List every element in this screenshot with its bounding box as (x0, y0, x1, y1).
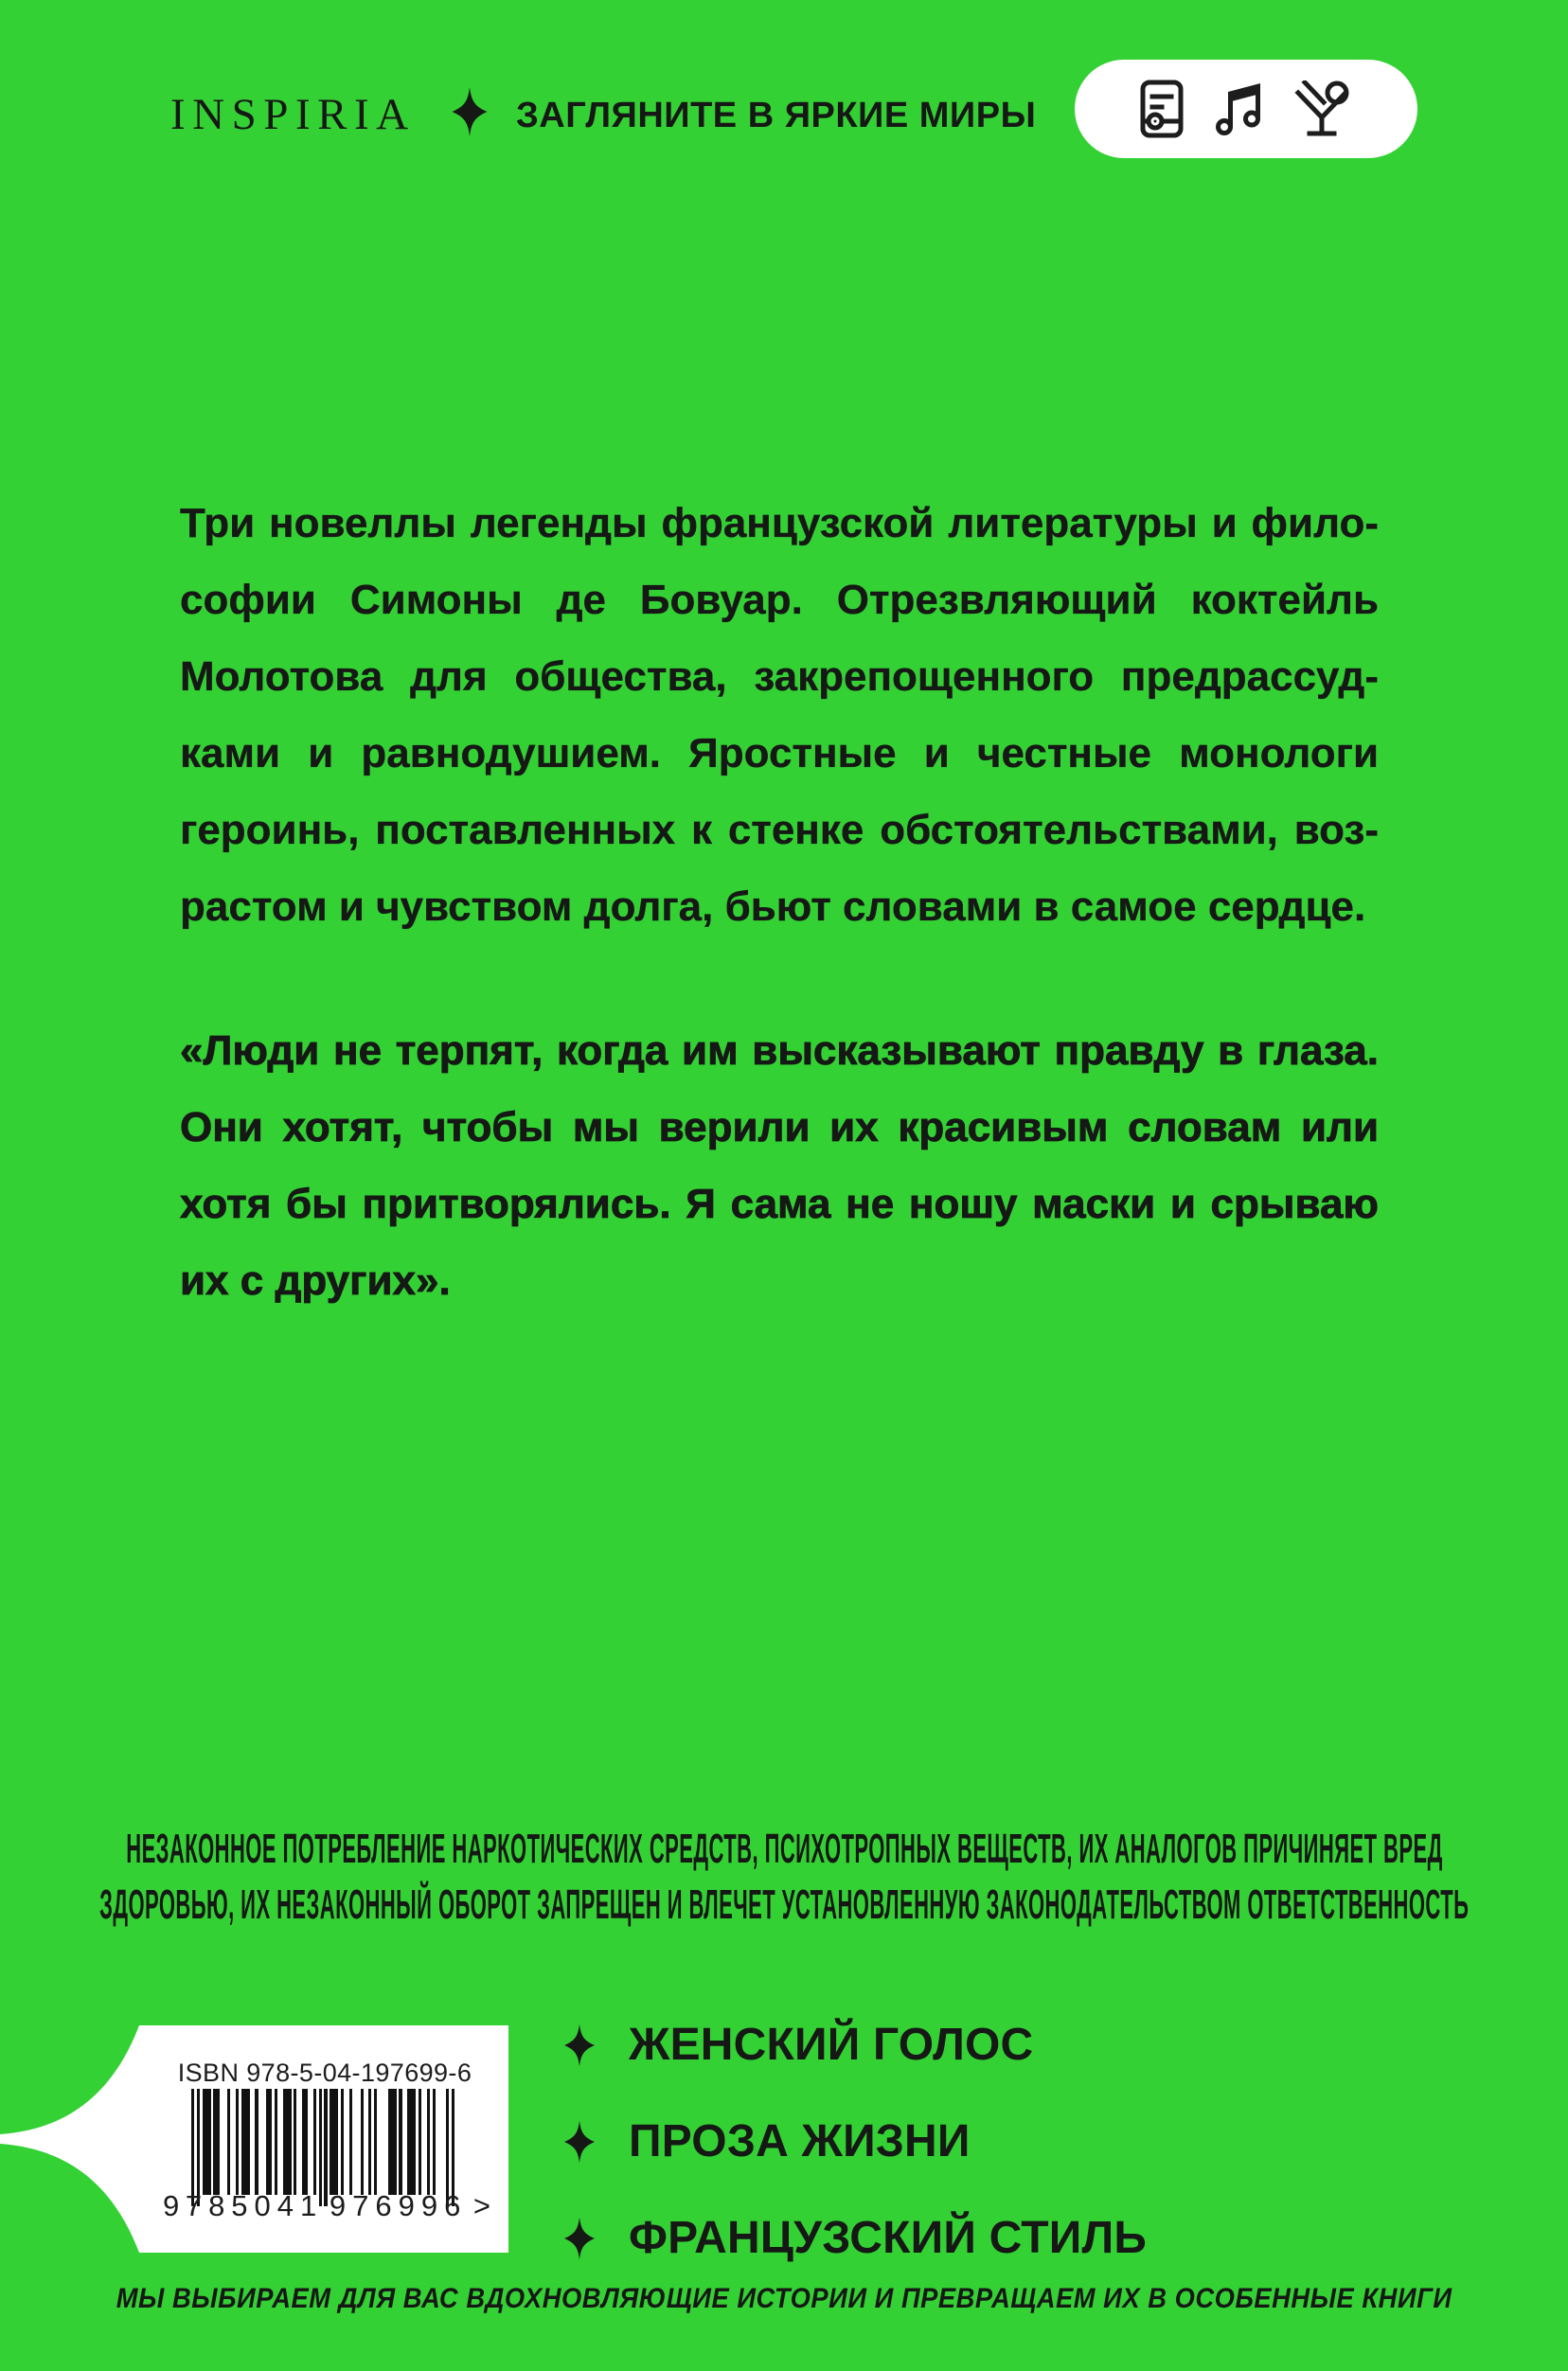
barcode-bar (305, 2089, 308, 2195)
text-line: хотя бы притворялись. Я сама не ношу маски и срываю (180, 1181, 1379, 1227)
text-line: Три новеллы легенды французской литературы и фило- (180, 500, 1379, 546)
barcode-bar (374, 2089, 377, 2195)
tag-row (564, 2019, 1033, 2072)
barcode-bar (341, 2089, 344, 2195)
barcode-bar (394, 2089, 397, 2195)
text-line: ками и равнодушием. Яростные и честные монологи (180, 730, 1379, 776)
text-line: их с других». (180, 1257, 451, 1304)
sparkle-icon (452, 87, 488, 136)
brand-logo: INSPIRIA (170, 90, 416, 139)
barcode-bar (361, 2089, 364, 2195)
barcode-bar (208, 2089, 211, 2195)
text-line: Молотова для общества, закрепощенного предрассуд- (180, 653, 1379, 700)
tag-label: ЖЕНСКИЙ ГОЛОС (629, 2020, 1034, 2070)
barcode-bar (227, 2089, 230, 2195)
cocktail-icon (1293, 80, 1352, 137)
barcode-bar (216, 2089, 219, 2195)
barcode-bar (255, 2089, 258, 2195)
barcode-digit-lead: 9 (163, 2189, 180, 2222)
barcode-bar (247, 2089, 250, 2195)
publisher-slogan (0, 2282, 1568, 2316)
format-pill (1075, 60, 1417, 158)
barcode-bar (236, 2089, 239, 2195)
text-line: софии Симоны де Бовуар. Отрезвляющий коктейль (180, 577, 1379, 623)
barcode-bar (349, 2089, 352, 2195)
quote-text (180, 1012, 1379, 1319)
barcode-bar (275, 2089, 277, 2195)
barcode-digit-group: 976996 (329, 2189, 468, 2222)
drug-warning-text (0, 1821, 1568, 1933)
text-line: Они хотят, чтобы мы верили их красивым словам или (180, 1104, 1379, 1150)
barcode-digit-group: 785041 (185, 2189, 324, 2222)
barcode-bar (427, 2089, 430, 2195)
warning-line: НЕЗАКОННОЕ ПОТРЕБЛЕНИЕ НАРКОТИЧЕСКИХ СРЕДСТВ, ПСИХОТРОПНЫХ ВЕЩЕСТВ, ИХ АНАЛОГОВ ПРИЧИНЯЕТ ВРЕД (125, 1826, 1443, 1872)
barcode-bar (294, 2089, 296, 2195)
barcode-bar (313, 2089, 316, 2195)
warning-line: ЗДОРОВЬЮ, ИХ НЕЗАКОННЫЙ ОБОРОТ ЗАПРЕЩЕН И ВЛЕЧЕТ УСТАНОВЛЕННУЮ ЗАКОНОДАТЕЛЬСТВОМ ОТВЕТСТВЕННОСТЬ (98, 1881, 1470, 1928)
tag-star-icon (564, 2120, 595, 2164)
isbn-label: ISBN 978-5-04-197699-6 (177, 2059, 472, 2087)
header-tagline: ЗАГЛЯНИТЕ В ЯРКИЕ МИРЫ (516, 96, 1037, 135)
description-text (180, 485, 1379, 945)
barcode-bar (413, 2089, 416, 2195)
barcode-bar (399, 2089, 401, 2195)
tag-row (564, 2212, 1147, 2265)
tag-star-icon (564, 2023, 595, 2067)
publisher-slogan-text: МЫ ВЫБИРАЕМ ДЛЯ ВАС ВДОХНОВЛЯЮЩИЕ ИСТОРИИ И ПРЕВРАЩАЕМ ИХ В ОСОБЕННЫЕ КНИГИ (116, 2283, 1452, 2314)
text-line: растом и чувством долга, бьют словами в самое сердце. (180, 883, 1366, 930)
barcode-bar (335, 2089, 338, 2195)
barcode-bar (288, 2089, 291, 2195)
ereader-icon (1140, 80, 1184, 138)
barcode-bar (419, 2089, 421, 2195)
tag-label: ФРАНЦУЗСКИЙ СТИЛЬ (629, 2213, 1148, 2263)
text-line: «Люди не терпят, когда им высказывают правду в глаза. (180, 1027, 1379, 1074)
barcode-digit-tail: > (472, 2189, 490, 2222)
barcode-digits (163, 2189, 490, 2223)
tag-row (564, 2115, 971, 2168)
music-note-icon (1216, 82, 1261, 135)
tag-star-icon (564, 2217, 595, 2260)
barcode-bar (269, 2089, 272, 2195)
barcode-bar (368, 2089, 371, 2195)
text-line: героинь, поставленных к стенке обстоятельствами, воз- (180, 807, 1379, 853)
barcode-bar (433, 2089, 436, 2195)
tag-label: ПРОЗА ЖИЗНИ (629, 2116, 971, 2166)
